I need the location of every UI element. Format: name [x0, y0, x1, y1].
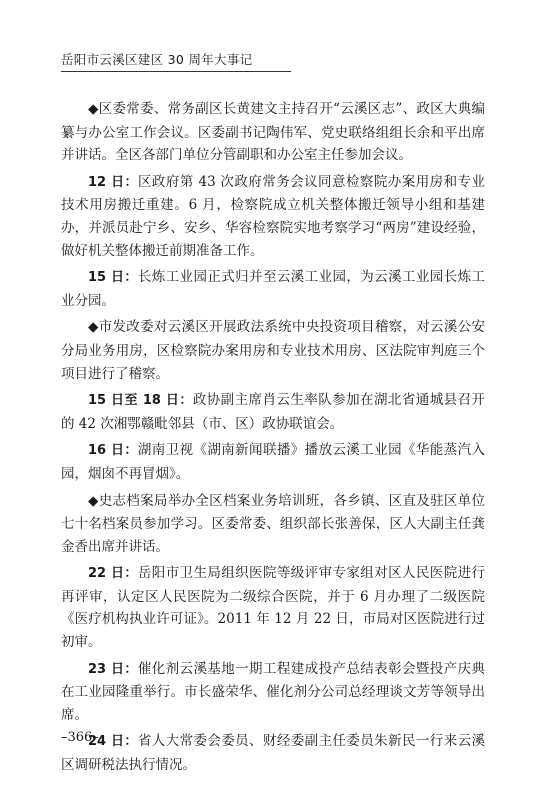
entry-text: ◆史志档案局举办全区档案业务培训班，各乡镇、区直及驻区单位七十名档案员参加学习。区委常委、组织部长张善保，区人大副主任龚金香出席并讲话。	[61, 492, 485, 555]
page-number: –366–	[61, 730, 99, 745]
paragraph	[61, 439, 485, 485]
running-header: 岳阳市云溪区建区 30 周年大事记	[61, 52, 253, 67]
entry-text: ◆市发改委对云溪区开展政法系统中央投资项目稽察，对云溪公安分局业务用房，区检察院办案用房和专业技术用房、区法院审判庭三个项目进行了稽察。	[61, 319, 485, 382]
paragraph	[61, 490, 485, 559]
paragraph	[61, 266, 485, 312]
paragraph	[61, 171, 485, 262]
entry-text: 区政府第 43 次政府常务会议同意检察院办案用房和专业技术用房搬迁重建。6 月，检察院成立机关整体搬迁领导小组和基建办，并派员赴宁乡、安乡、华容检察院实地考察学习“两房”建设经验，做好机关整体搬迁前期准备工作。	[61, 173, 485, 259]
paragraph	[61, 658, 485, 727]
entry-date: 22 日：	[88, 566, 138, 582]
entry-text: 湖南卫视《湖南新闻联播》播放云溪工业园《华能蒸汽入园，烟囱不再冒烟》。	[61, 442, 485, 482]
entry-text: 岳阳市卫生局组织医院等级评审专家组对区人民医院进行再评审，认定区人民医院为二级综合医院，并于 6 月办理了二级医院《医疗机构执业许可证》。2011 年 12 月 22 日，市局对区医院进行过初审。	[61, 565, 485, 651]
paragraph	[61, 389, 485, 435]
entry-date: 24 日：	[88, 734, 138, 750]
entry-text: 省人大常委会委员、财经委副主任委员朱新民一行来云溪区调研税法执行情况。	[61, 733, 485, 774]
paragraph	[61, 730, 485, 776]
paragraph	[61, 562, 485, 653]
entry-date: 16 日：	[88, 443, 138, 459]
entry-text: 政协副主席肖云生率队参加在湖北省通城县召开的 42 次湘鄂赣毗邻县（市、区）政协联谊会。	[61, 392, 486, 432]
paragraph	[61, 316, 485, 385]
entry-text: 催化剂云溪基地一期工程建成投产总结表彰会暨投产庆典在工业园隆重举行。市长盛荣华、催化剂分公司总经理谈文芳等领导出席。	[61, 660, 485, 723]
header-rule	[61, 71, 291, 72]
entry-date: 12 日：	[88, 174, 138, 190]
entry-date: 15 日：	[88, 270, 138, 286]
entry-date: 15 日至 18 日：	[88, 393, 193, 409]
entry-date: 23 日：	[88, 661, 138, 677]
paragraph	[61, 98, 485, 167]
entry-text: 长炼工业园正式归并至云溪工业园，为云溪工业园长炼工业分园。	[61, 269, 485, 309]
entry-text: ◆区委常委、常务副区长黄建文主持召开“云溪区志”、政区大典编纂与办公室工作会议。区委副书记陶伟军、党史联络组组长余和平出席并讲话。全区各部门单位分管副职和办公室主任参加会议。	[61, 101, 485, 164]
page-body	[61, 98, 485, 781]
